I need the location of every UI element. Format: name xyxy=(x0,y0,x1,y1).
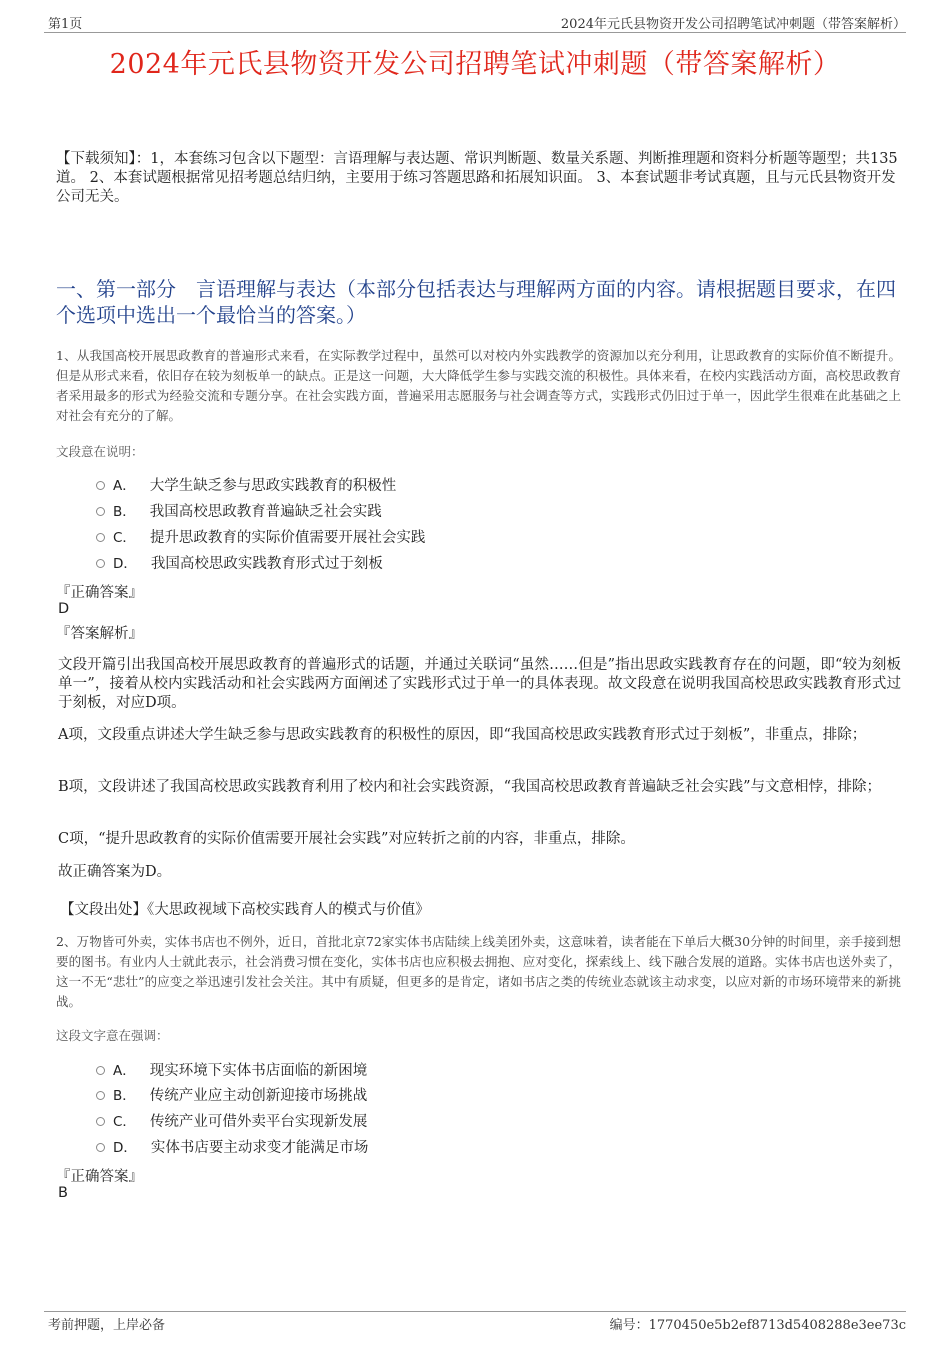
question-2-lead: 这段文字意在强调： xyxy=(56,1028,169,1043)
q1-option-d[interactable]: D． 我国高校思政实践教育形式过于刻板 xyxy=(96,554,383,574)
radio-icon[interactable] xyxy=(96,1066,105,1075)
q2-option-a[interactable]: A． 现实环境下实体书店面临的新困境 xyxy=(96,1061,367,1081)
radio-icon[interactable] xyxy=(96,1117,105,1126)
download-notice: 【下载须知】：1，本套练习包含以下题型：言语理解与表达题、常识判断题、数量关系题、判断推理题和资料分析题等题型；共135道。 2、本套试题根据常见招考题总结归纳，主要用于练习答题思路和拓展知识面。 3、本套试题非考试真题，且与元氏县物资开发公司无关。 xyxy=(56,151,898,205)
section-heading: 一、第一部分 言语理解与表达（本部分包括表达与理解两方面的内容。请根据题目要求，在四个选项中选出一个最恰当的答案。） xyxy=(56,277,896,327)
q1-analysis-para: A项，文段重点讲述大学生缺乏参与思政实践教育的积极性的原因，即“我国高校思政实践教育形式过于刻板”，非重点，排除； xyxy=(58,727,867,743)
footer-slogan: 考前押题，上岸必备 xyxy=(48,1318,166,1333)
q1-answer: D xyxy=(58,601,70,617)
q1-option-b[interactable]: B． 我国高校思政教育普遍缺乏社会实践 xyxy=(96,502,382,522)
question-1-lead: 文段意在说明： xyxy=(56,444,144,459)
q1-analysis-para: C项，“提升思政教育的实际价值需要开展社会实践”对应转折之前的内容，非重点，排除。 xyxy=(58,831,635,847)
page-number: 第1页 xyxy=(48,17,83,32)
radio-icon[interactable] xyxy=(96,1143,105,1152)
radio-icon[interactable] xyxy=(96,481,105,490)
running-title: 2024年元氏县物资开发公司招聘笔试冲刺题（带答案解析） xyxy=(560,17,906,32)
radio-icon[interactable] xyxy=(96,507,105,516)
document-code: 编号：1770450e5b2ef8713d5408288e3ee73c xyxy=(609,1318,906,1333)
q2-option-b[interactable]: B． 传统产业应主动创新迎接市场挑战 xyxy=(96,1086,367,1106)
question-1-stem: 1、从我国高校开展思政教育的普遍形式来看，在实际教学过程中，虽然可以对校内外实践教学的资源加以充分利用，让思政教育的实际价值不断提升。但是从形式来看，依旧存在较为刻板单一的缺点。正是这一问题，大大降低学生参与实践交流的积极性。具体来看，在校内实践活动方面，高校思政教育者采用最多的形式为经验交流和专题分享。在社会实践方面，普遍采用志愿服务与社会调查等方式，实践形式仍旧过于单一，因此学生很难在此基础之上对社会有充分的了解。 xyxy=(56,348,901,423)
q1-analysis-para: B项，文段讲述了我国高校思政实践教育利用了校内和社会实践资源，“我国高校思政教育普遍缺乏社会实践”与文意相悖，排除； xyxy=(58,779,881,795)
q1-option-a[interactable]: A． 大学生缺乏参与思政实践教育的积极性 xyxy=(96,476,396,496)
document-title: 2024年元氏县物资开发公司招聘笔试冲刺题（带答案解析） xyxy=(109,49,841,80)
radio-icon[interactable] xyxy=(96,1091,105,1100)
q1-analysis-para: 故正确答案为D。 xyxy=(58,864,172,880)
q1-answer-label: 『正确答案』 xyxy=(56,585,143,601)
q2-option-c[interactable]: C． 传统产业可借外卖平台实现新发展 xyxy=(96,1112,367,1132)
q2-answer-label: 『正确答案』 xyxy=(56,1169,143,1185)
q1-source: 【文段出处】《大思政视域下高校实践育人的模式与价值》 xyxy=(60,902,430,918)
q2-option-d[interactable]: D． 实体书店要主动求变才能满足市场 xyxy=(96,1138,368,1158)
header-divider xyxy=(44,32,906,33)
radio-icon[interactable] xyxy=(96,533,105,542)
question-2-stem: 2、万物皆可外卖，实体书店也不例外，近日，首批北京72家实体书店陆续上线美团外卖，这意味着，读者能在下单后大概30分钟的时间里，亲手接到想要的图书。有业内人士就此表示，社会消费习惯在变化，实体书店也应积极去拥抱、应对变化，探索线上、线下融合发展的道路。实体书店也送外卖了，这一不无“悲壮”的应变之举迅速引发社会关注。其中有质疑，但更多的是肯定，诸如书店之类的传统业态就该主动求变，以应对新的市场环境带来的新挑战。 xyxy=(56,934,901,1009)
q1-option-c[interactable]: C． 提升思政教育的实际价值需要开展社会实践 xyxy=(96,528,425,548)
footer-divider xyxy=(44,1311,906,1312)
q1-analysis-para: 文段开篇引出我国高校开展思政教育的普遍形式的话题，并通过关联词“虽然……但是”指出思政实践教育存在的问题，即“较为刻板单一”，接着从校内实践活动和社会实践两方面阐述了实践形式过于单一的具体表现。故文段意在说明我国高校思政实践教育形式过于刻板，对应D项。 xyxy=(58,657,901,711)
radio-icon[interactable] xyxy=(96,559,105,568)
q1-analysis-label: 『答案解析』 xyxy=(56,626,143,642)
q2-answer: B xyxy=(58,1185,68,1201)
